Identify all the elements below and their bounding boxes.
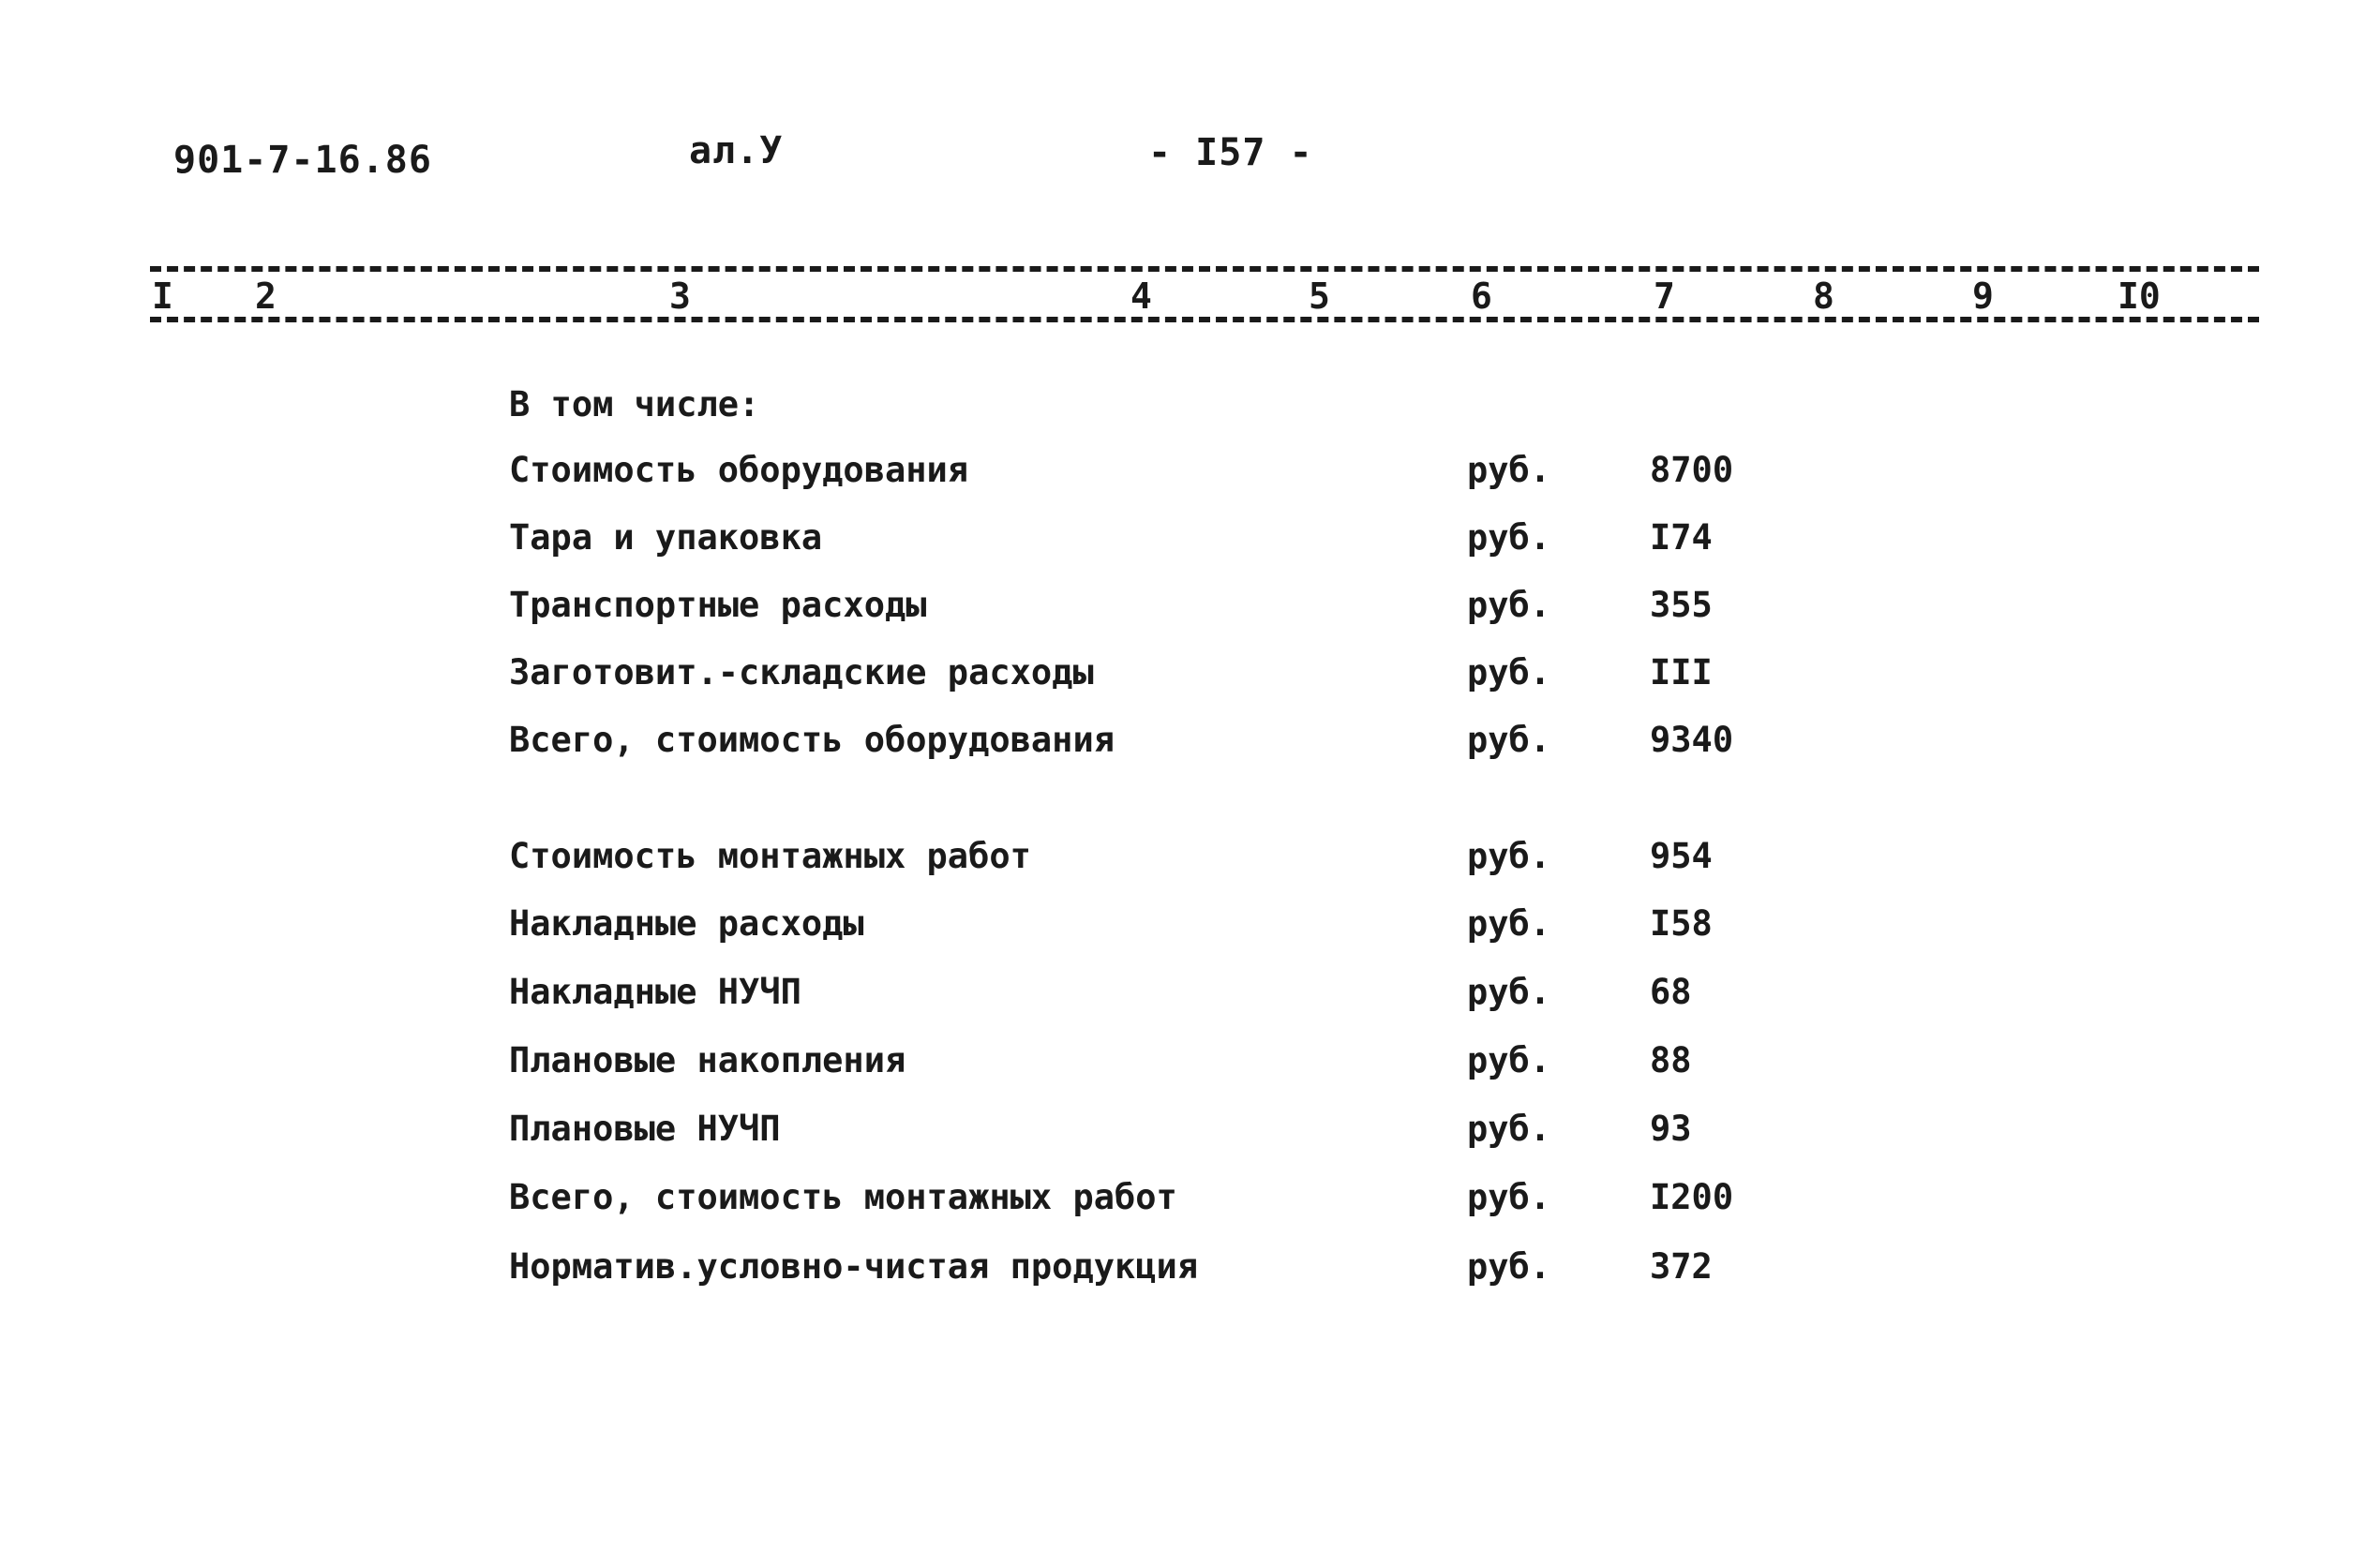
row-unit: руб. bbox=[1467, 1246, 1551, 1287]
row-unit: руб. bbox=[1467, 903, 1551, 944]
page-number: - I57 - bbox=[1148, 131, 1313, 174]
column-number-7: 7 bbox=[1650, 277, 1679, 315]
table-header-bottom-rule bbox=[150, 317, 2259, 322]
row-value: III bbox=[1650, 652, 1713, 693]
row-unit: руб. bbox=[1467, 450, 1551, 490]
column-number-6: 6 bbox=[1467, 277, 1496, 315]
row-value: 355 bbox=[1650, 585, 1713, 625]
row-label: Плановые НУЧП bbox=[509, 1109, 781, 1149]
row-unit: руб. bbox=[1467, 836, 1551, 876]
row-label: Плановые накопления bbox=[509, 1040, 906, 1080]
section-intro: В том числе: bbox=[509, 384, 760, 424]
column-number-3: 3 bbox=[666, 277, 695, 315]
row-label: Накладные НУЧП bbox=[509, 972, 801, 1012]
column-number-2: 2 bbox=[251, 277, 280, 315]
row-value: I200 bbox=[1650, 1177, 1734, 1217]
row-label: Норматив.условно-чистая продукция bbox=[509, 1246, 1199, 1287]
row-unit: руб. bbox=[1467, 1109, 1551, 1149]
row-value: 9340 bbox=[1650, 720, 1734, 760]
row-label: Заготовит.-складские расходы bbox=[509, 652, 1094, 693]
row-value: 68 bbox=[1650, 972, 1692, 1012]
row-label: Стоимость оборудования bbox=[509, 450, 969, 490]
row-unit: руб. bbox=[1467, 585, 1551, 625]
column-number-1: I bbox=[148, 277, 177, 315]
row-value: 954 bbox=[1650, 836, 1713, 876]
row-value: 88 bbox=[1650, 1040, 1692, 1080]
row-label: Транспортные расходы bbox=[509, 585, 927, 625]
row-value: 8700 bbox=[1650, 450, 1734, 490]
column-number-9: 9 bbox=[1968, 277, 1998, 315]
row-unit: руб. bbox=[1467, 720, 1551, 760]
row-unit: руб. bbox=[1467, 517, 1551, 558]
row-label: Накладные расходы bbox=[509, 903, 864, 944]
column-number-10: I0 bbox=[2114, 277, 2164, 315]
row-unit: руб. bbox=[1467, 972, 1551, 1012]
row-label: Всего, стоимость оборудования bbox=[509, 720, 1115, 760]
table-header-top-rule bbox=[150, 266, 2259, 272]
row-unit: руб. bbox=[1467, 1040, 1551, 1080]
column-number-5: 5 bbox=[1305, 277, 1334, 315]
sheet-label: ал.У bbox=[689, 129, 784, 172]
row-value: I58 bbox=[1650, 903, 1713, 944]
row-unit: руб. bbox=[1467, 652, 1551, 693]
row-unit: руб. bbox=[1467, 1177, 1551, 1217]
row-label: Стоимость монтажных работ bbox=[509, 836, 1031, 876]
column-number-4: 4 bbox=[1127, 277, 1156, 315]
column-number-8: 8 bbox=[1809, 277, 1838, 315]
row-label: Тара и упаковка bbox=[509, 517, 823, 558]
row-value: 372 bbox=[1650, 1246, 1713, 1287]
row-label: Всего, стоимость монтажных работ bbox=[509, 1177, 1177, 1217]
document-code: 901-7-16.86 bbox=[173, 139, 432, 182]
row-value: 93 bbox=[1650, 1109, 1692, 1149]
row-value: I74 bbox=[1650, 517, 1713, 558]
